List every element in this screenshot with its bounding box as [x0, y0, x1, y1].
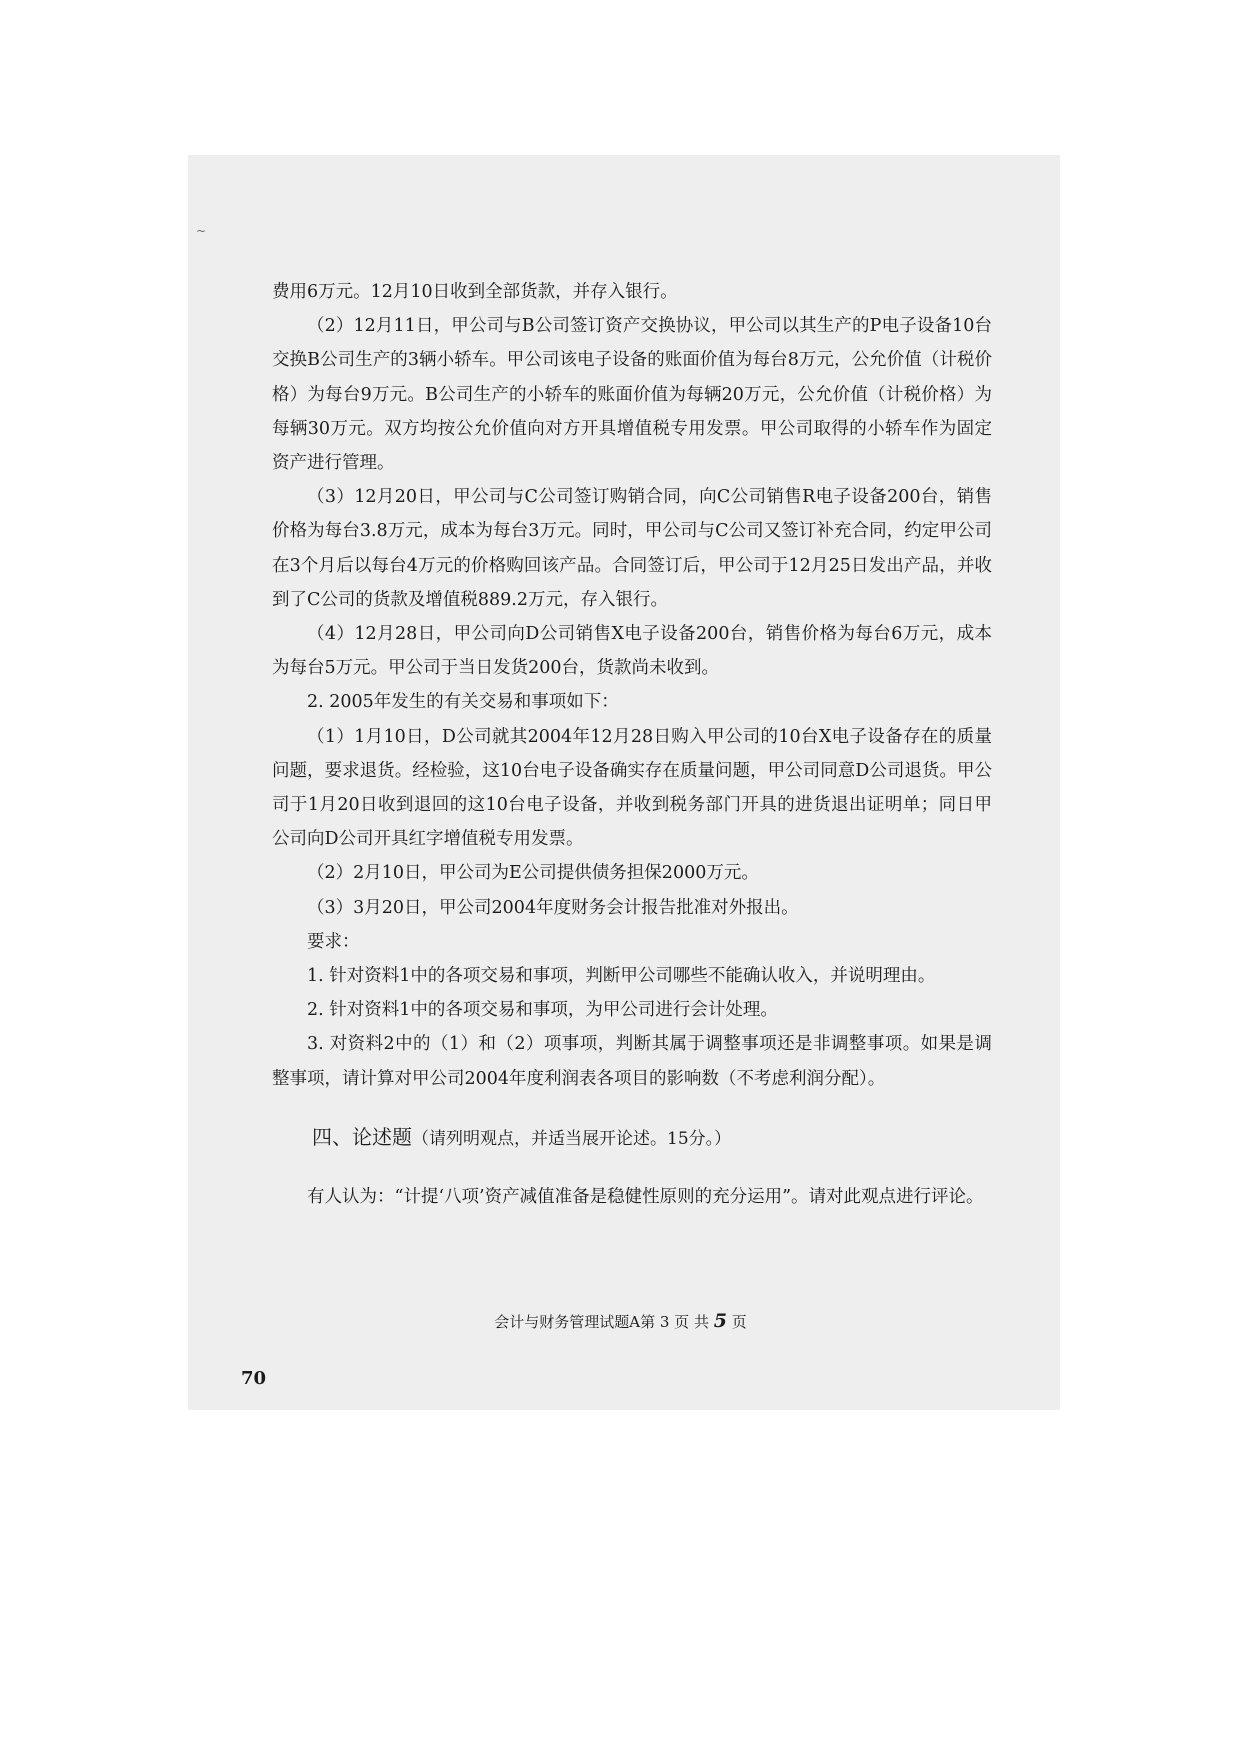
paragraph-2005-item-1: （1）1月10日，D公司就其2004年12月28日购入甲公司的10台X电子设备存在的质量问题，要求退货。经检验，这10台电子设备确实存在质量问题，甲公司同意D公司退货。甲公司于1月20日收到退回的这10台电子设备，并收到税务部门开具的进货退出证明单；同日甲公司向D公司开具红字增值税专用发票。	[272, 726, 992, 850]
essay-question: 有人认为：“计提‘八项’资产减值准备是稳健性原则的充分运用”。请对此观点进行评论。	[307, 1186, 984, 1207]
requirement-2: 2. 针对资料1中的各项交易和事项，为甲公司进行会计处理。	[307, 1000, 778, 1021]
essay-heading-text: 四、论述题	[312, 1124, 412, 1149]
paragraph-2005-item-2: （2）2月10日，甲公司为E公司提供债务担保2000万元。	[307, 863, 759, 884]
paragraph-item-4: （4）12月28日，甲公司向D公司销售X电子设备200台，销售价格为每台6万元，成本为每台5万元。甲公司于当日发货200台，货款尚未收到。	[272, 624, 992, 679]
stray-mark: ~	[196, 224, 207, 238]
footer-total-pages: 5	[713, 1310, 727, 1332]
footer-prefix: 会计与财务管理试题A第 3 页 共	[494, 1313, 714, 1331]
section-2-intro: 2. 2005年发生的有关交易和事项如下：	[307, 692, 619, 713]
page-body	[272, 275, 992, 1214]
paragraph-item-3: （3）12月20日，甲公司与C公司签订购销合同，向C公司销售R电子设备200台，销售价格为每台3.8万元，成本为每台3万元。同时，甲公司与C公司又签订补充合同，约定甲公司在3个月后以每台4万元的价格购回该产品。合同签订后，甲公司于12月25日发出产品，并收到了C公司的货款及增值税889.2万元，存入银行。	[272, 487, 992, 610]
requirements-label: 要求：	[307, 931, 360, 952]
book-page-number: 70	[241, 1368, 267, 1389]
requirement-3: 3. 对资料2中的（1）和（2）项事项，判断其属于调整事项还是非调整事项。如果是调整事项，请计算对甲公司2004年度利润表各项目的影响数（不考虑利润分配）。	[272, 1034, 992, 1089]
paragraph-item-2: （2）12月11日，甲公司与B公司签订资产交换协议，甲公司以其生产的P电子设备10台交换B公司生产的3辆小轿车。甲公司该电子设备的账面价值为每台8万元，公允价值（计税价格）为每台9万元。B公司生产的小轿车的账面价值为每辆20万元，公允价值（计税价格）为每辆30万元。双方均按公允价值向对方开具增值税专用发票。甲公司取得的小轿车作为固定资产进行管理。	[272, 316, 992, 474]
paragraph-continuation: 费用6万元。12月10日收到全部货款，并存入银行。	[272, 282, 678, 302]
essay-heading-note: （请列明观点，并适当展开论述。15分。）	[412, 1128, 732, 1149]
essay-section-heading	[272, 1118, 992, 1158]
requirement-1: 1. 针对资料1中的各项交易和事项，判断甲公司哪些不能确认收入，并说明理由。	[307, 966, 936, 987]
paragraph-2005-item-3: （3）3月20日，甲公司2004年度财务会计报告批准对外报出。	[307, 897, 799, 918]
page-footer	[0, 1310, 1241, 1332]
footer-suffix: 页	[726, 1313, 747, 1331]
